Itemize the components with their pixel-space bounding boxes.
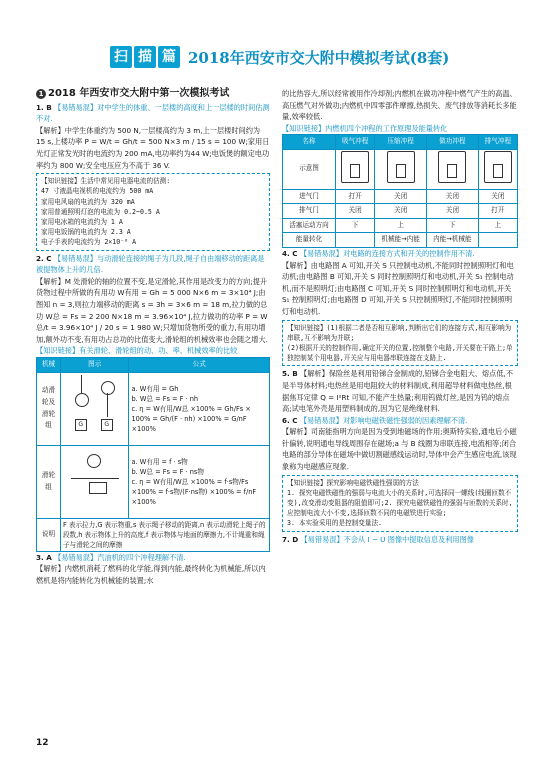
paper-title: 1 2018 年西安市交大附中第一次模拟考试 — [36, 88, 270, 100]
table-row: 说明 F 表示拉力,G 表示物重,s 表示绳子移动的距离,n 表示动滑轮上绳子的段数,h 表示物体上升的高度,f 表示物体与地面的摩擦力,不计绳重和绳子与滑轮之间的摩擦 — [37, 518, 270, 551]
table-row: 滑轮组 a. W有用 = f · s物 b. W总 = Fs = F · ns物 c. η = W有用/W总 ×100% = f·s物/Fs ×100% = f·s物/(F·ns物) ×100% = f/nF ×100% — [37, 445, 270, 518]
section-badge — [110, 46, 182, 68]
knowledge-box-1: 【知识链接】生活中常见用电器电流的估测: 47 寸液晶电视机的电流约为 500 mA 家用电风扇的电流约为 320 mA 家用普通照明灯泡的电流为 0.2~0.5 A 家用电冰箱的电流约为 1 A 家用电饭锅的电流约为 2.3 A 电子手表的电流约为 2×10⁻⁶ A — [36, 173, 270, 250]
badge-char: 描 — [134, 46, 156, 68]
answer-1: 1. B 【易错易混】对中学生的体重、一层楼的高度和上一层楼的时间估测不对. — [36, 102, 270, 124]
engine-stroke-diagram — [438, 151, 466, 183]
answer-5: 5. B 【解析】保险丝是利用铅锑合金制成的,铅锑合金电阻大、熔点低,不是半导体材料;电热丝是用电阻较大的材料制成,利用超导材料做电热丝,根据焦耳定律 Q = I²Rt 可知,不能产生热量;利用钨做灯丝,是因为钨的熔点高;试电笔外壳是用塑料制成的,因为它是绝缘材料. — [282, 369, 514, 414]
answer-6: 6. C 【易错易混】对影响电磁铁磁性强弱的因素理解不清. — [282, 415, 468, 425]
engine-stroke-diagram — [341, 151, 369, 183]
analysis-2: 【解析】M 处滑轮的轴的位置不变,是定滑轮,其作用是改变力的方向;提升货物过程中所做的有用功 W有用 = Gh = 5 000 N×6 m = 3×10⁴ J;由图知 n = 3,则拉力端移动的距离 s = 3h = 3×6 m = 18 m,拉力做的总功 W总 = Fs = 2 200 N×18 m = 3.96×10⁴ J,拉力做功的功率 P = W总/t = 3.96×10⁴ J / 20 s = 1 980 W;只增加货物所受的重力,有用功增加,额外功不变,有用功占总功的比值变大,滑轮组的机械效率也会随之增大. — [36, 276, 268, 344]
left-column — [36, 88, 270, 586]
analysis-1: 【解析】中学生体重约为 500 N,一层楼高约为 3 m,上一层楼时间约为 15 s,上楼功率 P = W/t = Gh/t = 500 N×3 m / 15 s = 100 W;家用日光灯正常发光时的电流约为 200 mA,电功率约为44 W;电饭煲的额定电功率约为 800 W;安全电压应为不高于 36 V. — [36, 125, 270, 170]
pulley-diagram — [67, 448, 123, 510]
table-row: 动滑轮及滑轮组 G G a. W有用 = Gh b. W总 = Fs = F · nh c. η = W有用/W总 ×100% = Gh/Fs × 100% = Gh/(F · nh) ×100% = G/nF ×100% — [37, 372, 270, 445]
analysis-3-cont: 的比热容大,所以经常被用作冷却剂;内燃机在做功冲程中燃气产生的高温、高压燃气对外做功;内燃机中四零部件摩擦,热损失、废气排放等消耗长多能量,效率较低. — [282, 89, 517, 122]
page-number: 12 — [36, 738, 49, 748]
table-row: 活塞运动方向 下 上 下 上 — [283, 218, 518, 233]
engine-stroke-diagram — [387, 151, 415, 183]
analysis-4: 【解析】由电路图 A 可知,开关 S 只控制电动机,不能同时控制照明灯和电动机;由电路图 B 可知,开关 S 同时控制照明灯和电动机,开关 S₁ 控制电动机,而不是照明灯;由电路图 C 可知,开关 S 同时控制照明灯和电动机,开关 S₁ 控制照明灯;由电路图 D 可知,开关 S 只控制照明灯,不能同时控制照明灯和电动机. — [282, 260, 514, 316]
paper-number: 1 — [36, 89, 46, 99]
knowledge-box-2: 【知识链接】(1)根据二者是否相互影响,判断出它们的连接方式,相互影响为串联,互不影响为并联; (2)根据开关的控制作用,确定开关的位置,控制整个电路,开关要在干路上;单独控制某个用电器,开关应与用电器串联连接在支路上. — [282, 320, 518, 367]
badge-char: 扫 — [110, 46, 132, 68]
right-column — [282, 88, 518, 545]
knowledge-link-3: 【知识链接】内燃机四个冲程的工作原理及能量转化 — [282, 123, 448, 133]
answer-2: 2. C 【易错易混】与动滑轮连接的绳子为几段,绳子自由端移动的距离是被提物体上升的几倍. — [36, 253, 265, 275]
machine-table: 机械 图示 公式 动滑轮及滑轮组 G G a. W有用 = Gh b. W总 = Fs = F · nh c. η = W有用/W总 ×100% = Gh/Fs × 100% = Gh/(F · nh) ×100% = G/nF ×100% 滑轮组 a. W有用 = f · s物 b. W总 = Fs = F · ns物 c. η = W有用/W总 ×100% = f·s物/Fs ×100% = f·s物/(F·ns物) ×100% = f/nF ×100% 说明 F 表示拉力,G 表示物重,s 表示绳子移动的距离,n 表示动滑轮上绳子的段数,h 表示物体上升的高度,f 表示物体与地面的摩擦力,不计绳重和绳子与滑轮之间的摩擦 — [36, 357, 270, 552]
analysis-6: 【解析】司南能指明方向是因为受到地磁场的作用;奥斯特实验,通电后小磁针偏转,说明通电导线周围存在磁场;a 与 B 线圈为串联连接,电流相等;闭合电路的部分导体在磁场中做切割磁感线运动时,导体中会产生感应电流,该现象称为电磁感应现象. — [282, 427, 517, 472]
answer-3: 3. A 【易错易混】汽油机的四个冲程理解不清. — [36, 552, 186, 562]
answer-7: 7. D 【易错易混】不会从 I − U 图像中提取信息及利用图像 — [282, 534, 474, 544]
pulley-diagram: G G — [67, 375, 123, 437]
answer-4: 4. C 【易错易混】对电路的连接方式和开关的控制作用不清. — [282, 248, 475, 258]
header-title: 2018年西安市交大附中模拟考试(8套) — [188, 48, 450, 67]
engine-table: 名称 吸气冲程 压缩冲程 做功冲程 排气冲程 示意图 进气门 打开 关闭 关闭 关闭 排气门 关闭 关闭 关闭 打开 活塞运动方向 下 上 下 上 能量转化 机械能→内能 内能→机械能 — [282, 134, 518, 248]
table-row: 能量转化 机械能→内能 内能→机械能 — [283, 233, 518, 248]
badge-char: 篇 — [158, 46, 180, 68]
analysis-3: 【解析】内燃机消耗了燃料的化学能,得到内能,最终转化为机械能,所以内燃机是将内能转化为机械能的装置;水 — [36, 564, 266, 585]
engine-stroke-diagram — [484, 151, 512, 183]
table-row: 进气门 打开 关闭 关闭 关闭 — [283, 189, 518, 204]
table-row: 示意图 — [283, 149, 518, 189]
page-header — [110, 44, 449, 70]
knowledge-link-2: 【知识链接】有关滑轮、滑轮组的动、功、率、机械效率的比较 — [36, 346, 238, 356]
knowledge-box-3: 【知识链接】探究影响电磁铁磁性强弱的方法 1. 探究电磁铁磁性的强弱与电流大小的关系时,可选择同一螺线(线圈匝数不变),改变滑动变阻器的阻值即可;2. 探究电磁铁磁性的强弱与匝数的关系时,应控制电流大小不变,选择匝数不同的电磁铁进行实验; 3. 本实验采用的是控制变量法. — [282, 475, 518, 532]
table-row: 排气门 关闭 关闭 关闭 打开 — [283, 204, 518, 219]
